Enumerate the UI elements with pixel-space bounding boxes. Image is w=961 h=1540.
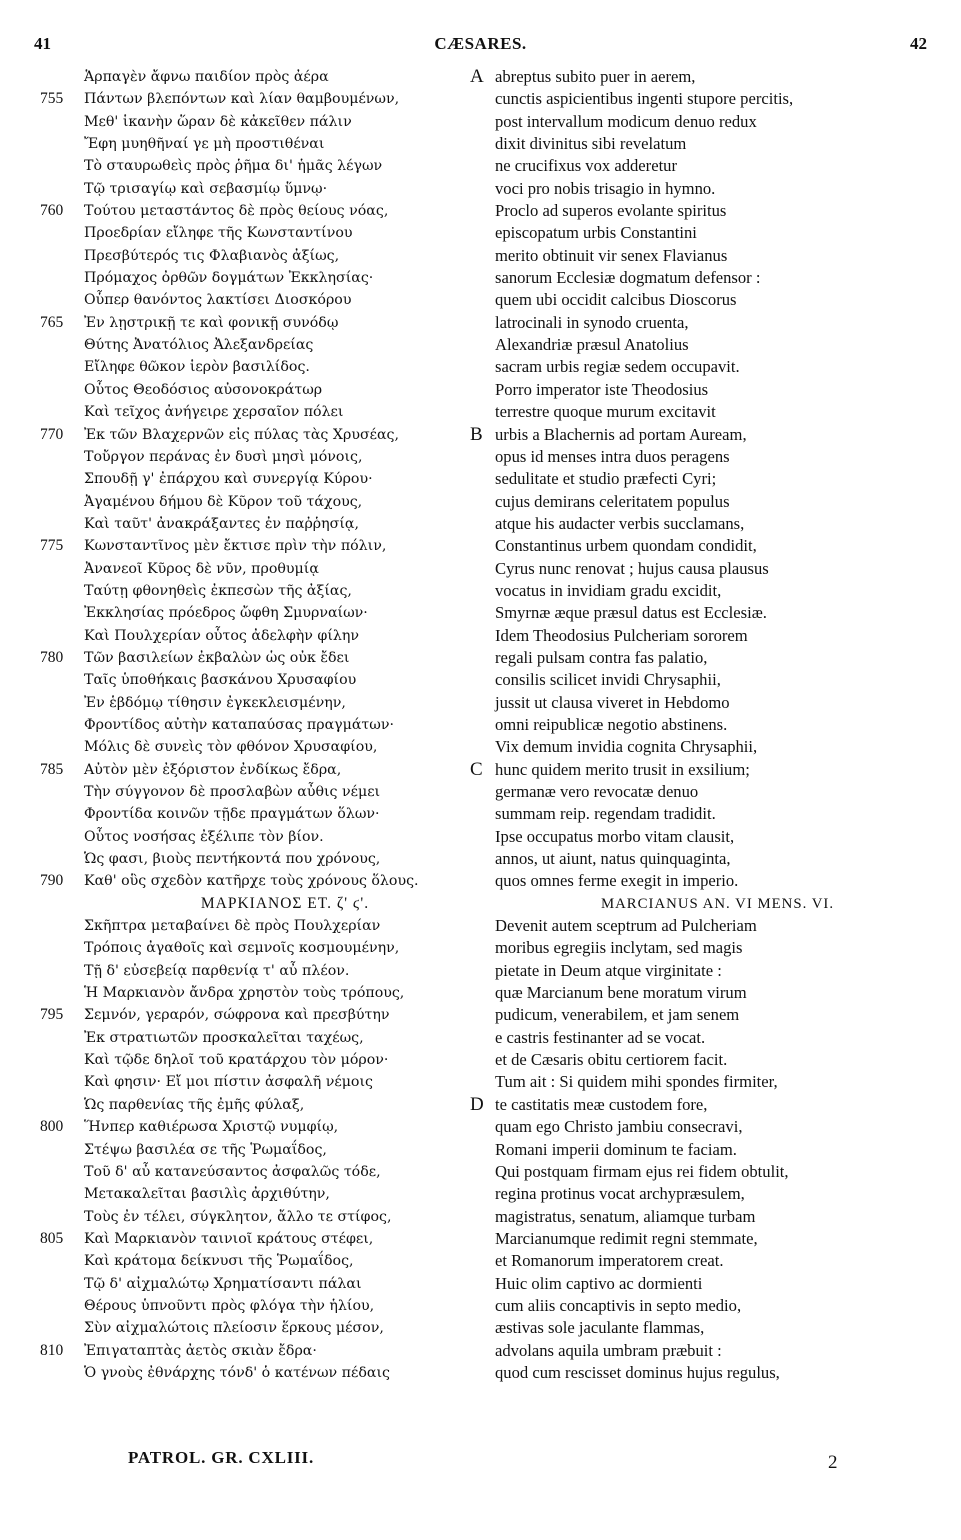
greek-line [40,647,490,669]
latin-verse-text: Vix demum invidia cognita Chrysaphii, [495,737,758,757]
greek-line [40,289,490,311]
latin-verse-text: terrestre quoque murum excitavit [495,402,716,422]
latin-verse-text: Romani imperii dominum te faciam. [495,1139,737,1159]
greek-verse-text: Τοὔργον περάνας ἐν δυσὶ μησὶ μόνοις, [84,448,363,465]
latin-verse-text: atque his audacter verbis succlamans, [495,513,745,533]
page-header [34,30,927,60]
greek-verse-text: ΜΑΡΚΙΑΝΟΣ ΕΤ. ζ' ϛ'. [200,894,370,912]
latin-line [470,178,925,200]
latin-line [470,1295,925,1317]
greek-verse-text: Οὗτος νοσήσας ἐξέλιπε τὸν βίον. [84,828,324,845]
greek-verse-text: Σκῆπτρα μεταβαίνει δὲ πρὸς Πουλχερίαν [84,918,381,935]
greek-verse-text: Μετακαλεῖται βασιλὶς ἀρχιθύτην, [84,1186,330,1203]
latin-line [470,1161,925,1183]
greek-line [40,1071,490,1093]
latin-line [470,222,925,244]
latin-line [470,468,925,490]
latin-verse-text: Alexandriæ præsul Anatolius [495,335,689,355]
greek-line [40,312,490,334]
line-number: 800 [40,1118,64,1136]
line-number: 810 [40,1341,64,1359]
latin-line [470,155,925,177]
greek-verse-text: Ἀνανεοῖ Κῦρος δὲ νῦν, προθυμίᾳ [84,560,319,577]
greek-verse-text: Τὴν σύγγονον δὲ προσλαβὼν αὖθις νέμει [84,784,381,800]
latin-verse-text: merito obtinuit vir senex Flavianus [495,245,728,265]
page-number-right: 42 [910,34,927,53]
latin-line [470,1004,925,1026]
greek-verse-text: Αὐτὸν μὲν ἐξόριστον ἐνδίκως ἔδρα, [84,761,342,778]
greek-line [40,1362,490,1384]
greek-line [40,692,490,714]
latin-verse-text: advolans aquila umbram præbuit : [495,1340,722,1360]
latin-verse-text: pietate in Deum atque virginitate : [495,960,722,980]
greek-line [40,88,490,110]
latin-line [470,535,925,557]
greek-verse-text: Εἴληφε θῶκον ἱερὸν βασιλίδος. [84,359,310,376]
latin-line [470,960,925,982]
line-number: 770 [40,425,64,443]
greek-verse-text: Ἔφη μυηθῆναί γε μὴ προστιθέναι [84,136,325,153]
greek-line [40,111,490,133]
latin-verse-text: Smyrnæ æque præsul datus est Ecclesiæ. [495,603,767,623]
line-number: 795 [40,1006,64,1024]
latin-line [470,513,925,535]
greek-verse-text: Τοῦ δ' αὖ κατανεύσαντος ἀσφαλῶς τόδε, [84,1163,381,1180]
greek-line [40,602,490,624]
line-number: 780 [40,648,64,666]
latin-verse-text: Porro imperator iste Theodosius [495,379,709,399]
latin-verse-text: ne crucifixus vox adderetur [495,156,677,176]
greek-text-column [40,66,490,1384]
latin-line [470,491,925,513]
greek-line [40,513,490,535]
greek-verse-text: Τῶν βασιλείων ἐκβαλὼν ὡς οὐκ ἔδει [84,649,350,666]
latin-verse-text: Idem Theodosius Pulcheriam sororem [495,625,748,645]
greek-line [40,1295,490,1317]
latin-verse-text: sacram urbis regiæ sedem occupavit. [495,357,740,377]
greek-line [40,155,490,177]
line-number: 805 [40,1229,64,1247]
latin-verse-text: regina protinus vocat archypræsulem, [495,1184,745,1204]
greek-line [40,803,490,825]
greek-verse-text: Καὶ Πουλχερίαν οὗτος ἀδελφὴν φίλην [84,627,360,644]
section-heading-greek [40,893,490,915]
greek-line [40,334,490,356]
greek-line [40,1206,490,1228]
greek-verse-text: Τῷ δ' αἰχμαλώτῳ Χρηματίσαντι πάλαι [84,1275,362,1292]
latin-line [470,424,925,446]
latin-line [470,848,925,870]
greek-line [40,1116,490,1138]
greek-verse-text: Ἐκ στρατιωτῶν προσκαλεῖται ταχέως, [84,1029,364,1046]
greek-verse-text: Μόλις δὲ συνεὶς τὸν φθόνον Χρυσαφίου, [84,739,378,756]
greek-verse-text: Ἥνπερ καθιέρωσα Χριστῷ νυμφίῳ, [84,1119,339,1136]
latin-line [470,1116,925,1138]
latin-line [470,937,925,959]
greek-verse-text: Κωνσταντῖνος μὲν ἔκτισε πρὶν τὴν πόλιν, [84,538,387,555]
latin-verse-text: regali pulsam contra fas palatio, [495,647,708,667]
latin-verse-text: cunctis aspicientibus ingenti stupore percitis, [495,89,794,109]
latin-text-column [470,66,925,1384]
greek-verse-text: Ἐκ τῶν Βλαχερνῶν εἰς πύλας τὰς Χρυσέας, [84,426,400,443]
latin-line [470,111,925,133]
latin-line [470,714,925,736]
greek-line [40,558,490,580]
latin-verse-text: consilis scilicet invidi Chrysaphii, [495,670,721,690]
greek-verse-text: Πρόμαχος ὀρθῶν δογμάτων Ἐκκλησίας· [84,270,374,287]
greek-line [40,1139,490,1161]
latin-verse-text: Constantinus urbem quondam condidit, [495,536,757,556]
greek-line [40,245,490,267]
latin-verse-text: Qui postquam firmam ejus rei fidem obtulit, [495,1161,789,1181]
greek-line [40,1161,490,1183]
latin-verse-text: te castitatis meæ custodem fore, [495,1094,708,1114]
latin-line [470,133,925,155]
latin-line [470,245,925,267]
greek-line [40,669,490,691]
greek-line [40,580,490,602]
latin-line [470,379,925,401]
greek-verse-text: Οὗπερ θανόντος λακτίσει Διοσκόρου [84,292,352,309]
greek-verse-text: Ἀγαμένου δήμου δὲ Κῦρον τοῦ τάχους, [84,493,363,510]
line-number: 765 [40,313,64,331]
greek-verse-text: Ταῖς ὑποθήκαις βασκάνου Χρυσαφίου [84,672,357,689]
greek-verse-text: Φροντίδος αὐτὴν καταπαύσας πραγμάτων· [84,716,394,733]
greek-verse-text: Ἐπιγαταπτὰς ἀετὸς σκιὰν ἔδρα· [84,1342,317,1359]
greek-verse-text: Θύτης Ἀνατόλιος Ἀλεξανδρείας [84,337,314,354]
latin-verse-text: abreptus subito puer in aerem, [495,67,696,86]
greek-line [40,826,490,848]
latin-verse-text: moribus egregiis inclytam, sed magis [495,938,743,958]
latin-line [470,1183,925,1205]
line-number: 760 [40,202,64,220]
latin-verse-text: æstivas sole jaculante flammas, [495,1318,705,1338]
latin-verse-text: et de Cæsaris obitu certiorem facit. [495,1050,728,1070]
latin-verse-text: Tum ait : Si quidem mihi spondes firmiter, [495,1072,778,1092]
latin-line [470,580,925,602]
latin-verse-text: germanæ vero revocatæ denuo [495,782,699,801]
latin-line [470,1027,925,1049]
line-number: 775 [40,537,64,555]
greek-verse-text: Σὺν αἰχμαλώτοις πλείοσιν ἕρκους μέσον, [84,1320,384,1337]
greek-verse-text: Καὶ τεῖχος ἀνήγειρε χερσαῖον πόλει [84,404,344,421]
latin-line [470,915,925,937]
latin-verse-text: MARCIANUS AN. VI MENS. VI. [600,895,835,912]
latin-verse-text: et Romanorum imperatorem creat. [495,1251,724,1271]
section-marker: C [470,758,483,780]
latin-line [470,66,925,88]
greek-verse-text: Τοὺς ἐν τέλει, σύγκλητον, ἄλλο τε στίφος, [84,1208,392,1225]
greek-line [40,424,490,446]
latin-verse-text: latrocinali in synodo cruenta, [495,312,689,332]
greek-line [40,870,490,892]
latin-verse-text: jussit ut clausa viveret in Hebdomo [495,692,730,712]
latin-verse-text: post intervallum modicum denuo redux [495,111,757,131]
section-marker: A [470,66,484,87]
latin-line [470,289,925,311]
latin-line [470,1228,925,1250]
latin-line [470,647,925,669]
latin-verse-text: Marcianumque redimit regni stemmate, [495,1228,758,1248]
greek-verse-text: Τὸ σταυρωθεὶς πρὸς ῥῆμα δι' ἡμᾶς λέγων [84,158,383,175]
greek-line [40,915,490,937]
latin-verse-text: omni reipublicæ negotio abstinens. [495,714,728,734]
greek-line [40,468,490,490]
greek-verse-text: Ἐν λῃστρικῇ τε καὶ φονικῇ συνόδῳ [84,314,339,331]
latin-line [470,1206,925,1228]
latin-line [470,803,925,825]
latin-verse-text: Huic olim captivo ac dormienti [495,1273,703,1293]
greek-line [40,1094,490,1116]
latin-line [470,558,925,580]
greek-verse-text: Μεθ' ἱκανὴν ὥραν δὲ κἀκεῖθεν πάλιν [84,113,352,130]
latin-line [470,1273,925,1295]
greek-line [40,491,490,513]
greek-line [40,625,490,647]
greek-verse-text: Καὶ ταῦτ' ἀνακράξαντες ἐν παῤῥησίᾳ, [84,515,359,532]
latin-line [470,669,925,691]
greek-verse-text: Τούτου μεταστάντος δὲ πρὸς θείους νόας, [84,203,389,220]
greek-verse-text: Καὶ φησιν· Εἴ μοι πίστιν ἀσφαλῆ νέμοις [84,1074,373,1091]
latin-verse-text: quod cum rescisset dominus hujus regulus, [495,1362,780,1382]
greek-verse-text: Σπουδῇ γ' ἐπάρχου καὶ συνεργίᾳ Κύρου· [84,471,373,488]
latin-line [470,692,925,714]
latin-verse-text: magistratus, senatum, aliamque turbam [495,1206,756,1226]
greek-line [40,401,490,423]
greek-line [40,1340,490,1362]
latin-verse-text: sanorum Ecclesiæ dogmatum defensor : [495,268,761,288]
greek-line [40,1004,490,1026]
greek-line [40,379,490,401]
greek-verse-text: Ὡς παρθενίας τῆς ἐμῆς φύλαξ, [84,1096,305,1113]
latin-verse-text: Ipse occupatus morbo vitam clausit, [495,826,735,846]
line-number: 790 [40,872,64,890]
greek-line [40,66,490,88]
latin-line [470,982,925,1004]
latin-verse-text: hunc quidem merito trusit in exsilium; [495,759,750,779]
latin-verse-text: sedulitate et studio præfecti Cyri; [495,469,717,489]
section-marker: B [470,423,483,445]
latin-verse-text: voci pro nobis trisagio in hymno. [495,178,716,198]
greek-line [40,1250,490,1272]
latin-line [470,870,925,892]
greek-line [40,1049,490,1071]
greek-line [40,736,490,758]
latin-line [470,1250,925,1272]
latin-verse-text: urbis a Blachernis ad portam Auream, [495,424,747,444]
greek-verse-text: Τῇ δ' εὐσεβείᾳ παρθενίᾳ τ' αὖ πλέον. [84,962,350,979]
latin-line [470,759,925,781]
latin-verse-text: opus id menses intra duos peragens [495,446,730,466]
greek-verse-text: Ὡς φασι, βιοὺς πεντήκοντά που χρόνους, [84,851,381,868]
greek-verse-text: Στέψω βασιλέα σε τῆς Ῥωμαΐδος, [84,1141,327,1158]
latin-line [470,1340,925,1362]
greek-verse-text: Φροντίδα κοινῶν τῇδε πραγμάτων ὅλων· [84,806,380,823]
greek-verse-text: Τῷ τρισαγίῳ καὶ σεβασμίῳ ὕμνῳ· [84,180,328,197]
latin-line [470,736,925,758]
greek-verse-text: Προεδρίαν εἴληφε τῆς Κωνσταντίνου [84,225,353,242]
running-title: CÆSARES. [434,34,527,53]
greek-line [40,222,490,244]
greek-line [40,781,490,803]
latin-verse-text: quos omnes ferme exegit in imperio. [495,871,739,891]
latin-verse-text: Proclo ad superos evolante spiritus [495,201,727,221]
greek-line [40,1027,490,1049]
greek-verse-text: Ἁρπαγὲν ἄφνω παιδίον πρὸς ἀέρα [84,69,329,85]
greek-line [40,178,490,200]
latin-line [470,401,925,423]
greek-line [40,200,490,222]
latin-line [470,356,925,378]
latin-verse-text: vocatus in invidiam gradu excidit, [495,580,722,600]
greek-line [40,446,490,468]
latin-verse-text: pudicum, venerabilem, et jam senem [495,1005,740,1025]
latin-line [470,312,925,334]
greek-line [40,535,490,557]
greek-verse-text: Ταύτῃ φθονηθεὶς ἐκπεσὼν τῆς ἀξίας, [84,582,352,599]
greek-verse-text: Πάντων βλεπόντων καὶ λίαν θαμβουμένων, [84,91,400,108]
latin-line [470,334,925,356]
latin-verse-text: annos, ut aiunt, natus quinquaginta, [495,849,731,869]
latin-line [470,1049,925,1071]
latin-verse-text: Cyrus nunc renovat ; hujus causa plausus [495,558,769,578]
greek-line [40,848,490,870]
greek-line [40,714,490,736]
greek-line [40,1228,490,1250]
latin-verse-text: episcopatum urbis Constantini [495,223,697,243]
latin-line [470,1317,925,1339]
greek-verse-text: Σεμνόν, γεραρόν, σώφρονα καὶ πρεσβύτην [84,1007,390,1024]
greek-line [40,937,490,959]
greek-line [40,759,490,781]
latin-verse-text: e castris festinanter ad se vocat. [495,1027,706,1047]
footer-signature: PATROL. GR. CXLIII. [128,1448,315,1467]
section-marker: D [470,1093,484,1115]
latin-verse-text: cum aliis concaptivis in septo medio, [495,1295,742,1315]
latin-line [470,602,925,624]
latin-line [470,1362,925,1384]
greek-verse-text: Καθ' οὓς σχεδὸν κατῆρχε τοὺς χρόνους ὅλους. [84,873,419,890]
greek-verse-text: Θέρους ὑπνοῦντι πρὸς φλόγα τὴν ἡλίου, [84,1297,375,1314]
latin-line [470,267,925,289]
page-number-left: 41 [34,34,51,53]
latin-line [470,1071,925,1093]
latin-verse-text: cujus demirans celeritatem populus [495,491,730,511]
greek-line [40,960,490,982]
greek-verse-text: Ὁ γνοὺς ἐθνάρχης τόνδ' ὁ κατένων πέδαις [84,1364,390,1381]
section-heading-latin [470,893,925,915]
greek-line [40,133,490,155]
latin-line [470,88,925,110]
greek-line [40,356,490,378]
latin-verse-text: quæ Marcianum bene moratum virum [495,983,747,1003]
greek-verse-text: Οὗτος Θεοδόσιος αὐσονοκράτωρ [84,381,323,398]
greek-verse-text: Τρόποις ἀγαθοῖς καὶ σεμνοῖς κοσμουμένην, [84,940,400,957]
greek-verse-text: Καὶ κράτομα δείκνυσι τῆς Ῥωμαΐδος, [84,1253,354,1270]
latin-verse-text: Devenit autem sceptrum ad Pulcheriam [495,916,757,936]
greek-verse-text: Καὶ Μαρκιανὸν ταινιοῖ κράτους στέφει, [84,1230,374,1247]
line-number: 755 [40,90,64,108]
latin-line [470,446,925,468]
greek-line [40,1273,490,1295]
footer-signature-number: 2 [828,1452,838,1473]
line-number: 785 [40,760,64,778]
greek-line [40,1183,490,1205]
greek-line [40,267,490,289]
latin-verse-text: quem ubi occidit calcibus Dioscorus [495,290,737,310]
greek-line [40,1317,490,1339]
greek-verse-text: Καὶ τῷδε δηλοῖ τοῦ κρατάρχου τὸν μόρον· [84,1052,389,1069]
greek-verse-text: Ἡ Μαρκιανὸν ἄνδρα χρηστὸν τοὺς τρόπους, [84,985,405,1002]
greek-verse-text: Ἐκκλησίας πρόεδρος ὤφθη Σμυρναίων· [84,605,368,622]
latin-line [470,1094,925,1116]
latin-verse-text: quam ego Christo jambiu consecravi, [495,1117,743,1137]
greek-verse-text: Πρεσβύτερός τις Φλαβιανὸς ἀξίως, [84,247,340,264]
latin-line [470,781,925,803]
greek-verse-text: Ἐν ἑβδόμῳ τίθησιν ἐγκεκλεισμένην, [84,694,346,711]
latin-verse-text: dixit divinitus sibi revelatum [495,134,687,154]
latin-line [470,200,925,222]
latin-verse-text: summam reip. regendam tradidit. [495,804,716,824]
latin-line [470,1139,925,1161]
latin-line [470,826,925,848]
greek-line [40,982,490,1004]
latin-line [470,625,925,647]
